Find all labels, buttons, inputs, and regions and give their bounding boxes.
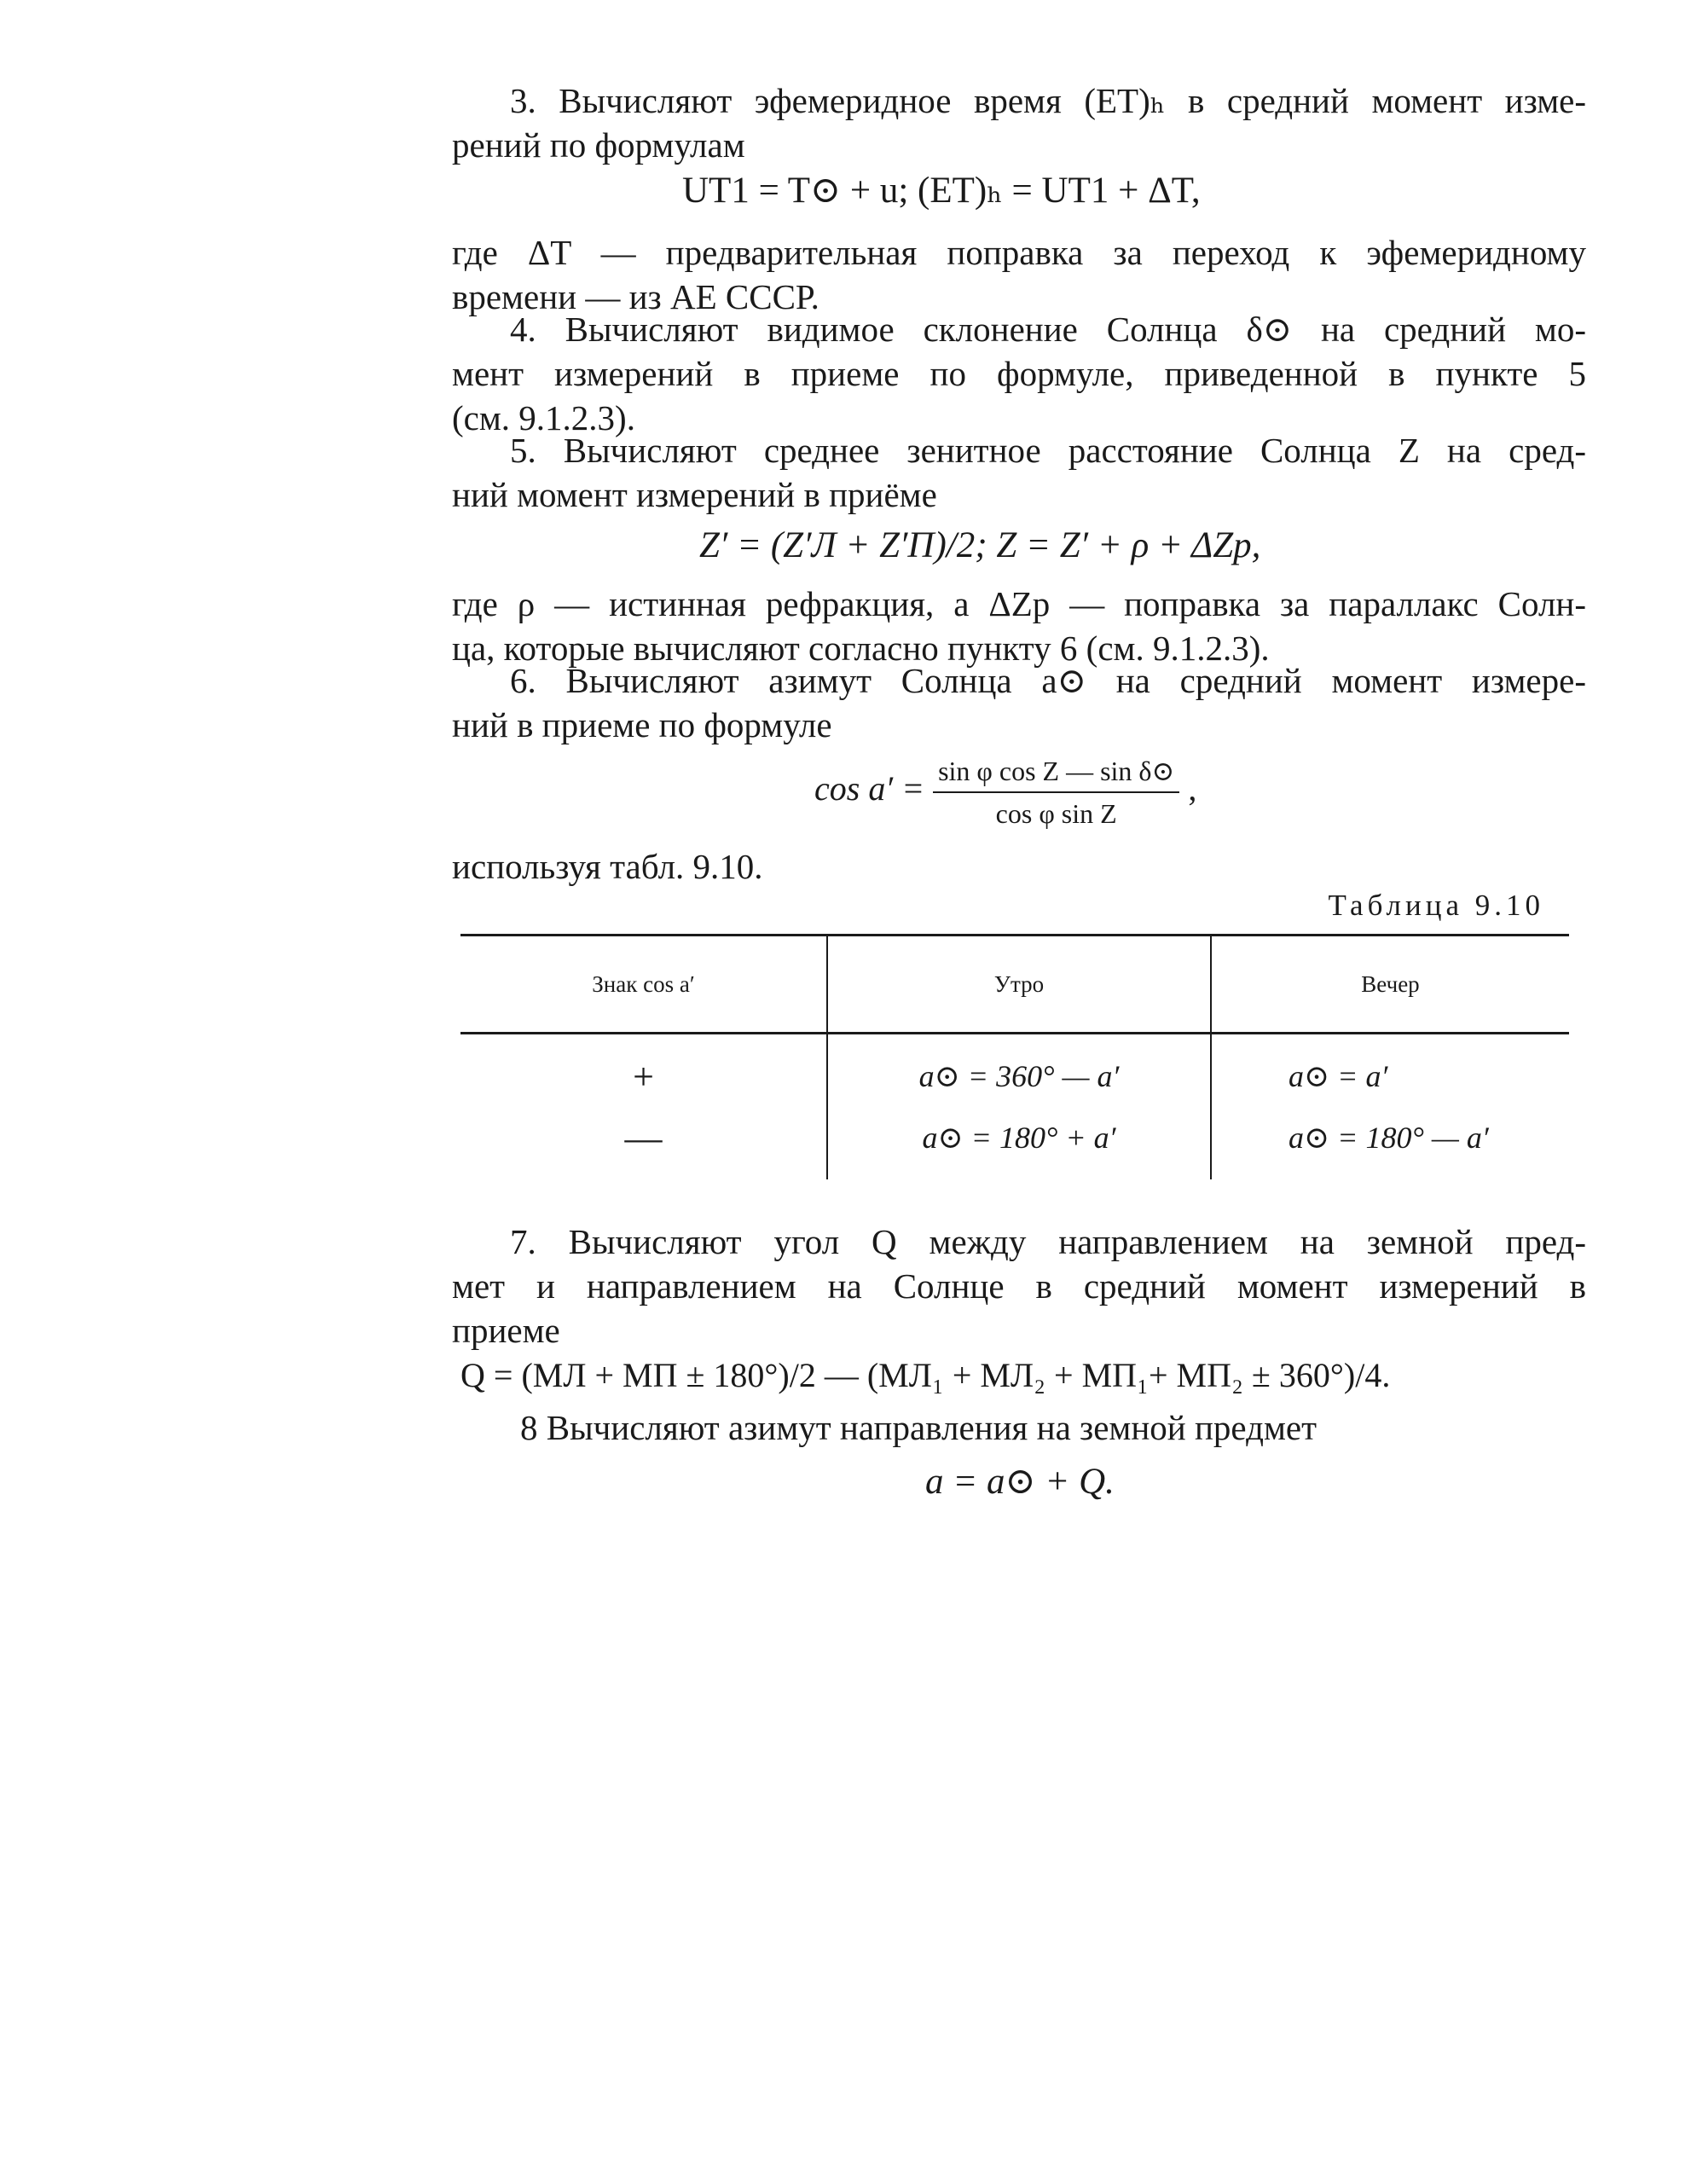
item-8-text: 8 Вычисляют азимут направления на земной предмет: [520, 1408, 1317, 1447]
table-cell-sign: +: [633, 1055, 654, 1098]
item-5-line-2: ний момент измерений в приёме: [452, 475, 937, 514]
table-header-row: [460, 936, 1569, 1034]
table-caption: Таблица 9.10: [1328, 889, 1544, 922]
item-6-formula-numerator: sin φ cos Z — sin δ⊙: [933, 754, 1179, 793]
item-6-line-2: ний в приеме по формуле: [452, 705, 832, 744]
item-6-formula-lhs: cos a′ =: [814, 769, 925, 808]
table-cell-morning: a⊙ = 180° + a′: [827, 1107, 1211, 1179]
item-5-note-line-1: где ρ — истинная рефракция, а ΔZp — поправка за параллакс Солн-: [452, 584, 1586, 623]
item-3-text: [452, 78, 1586, 167]
item-3-line-2: рений по формулам: [452, 125, 745, 165]
item-5-text: [452, 428, 1586, 517]
item-6-text: [452, 658, 1586, 747]
table-cell-evening: a⊙ = 180° — a′: [1211, 1107, 1569, 1179]
table-cell-morning: a⊙ = 360° — a′: [827, 1034, 1211, 1108]
item-4-text: [452, 307, 1586, 440]
item-6-formula-denominator: cos φ sin Z: [995, 797, 1117, 829]
item-3-note: [452, 230, 1586, 319]
item-7-line-2: мет и направлением на Солнце в средний момент измерений в: [452, 1266, 1586, 1306]
item-6-line-1: 6. Вычисляют азимут Солнца a⊙ на средний момент измере-: [510, 661, 1586, 700]
item-3-formula: UT1 = T⊙ + u; (ET)ₕ = UT1 + ΔT,: [682, 171, 1201, 211]
item-6-formula: [814, 750, 1196, 831]
sign-table: [460, 934, 1569, 1179]
table-header-evening: Вечер: [1211, 936, 1569, 1034]
item-4-line-2: мент измерений в приеме по формуле, приведенной в пункте 5: [452, 354, 1586, 393]
table-row: [460, 1034, 1569, 1108]
table-row: [460, 1107, 1569, 1179]
item-3-note-line-1: где ΔT — предварительная поправка за переход к эфемеридному: [452, 233, 1586, 272]
item-6-formula-tail: ,: [1188, 769, 1197, 808]
item-5-formula: Z′ = (Z′Л + Z′П)/2; Z = Z′ + ρ + ΔZp,: [699, 525, 1261, 565]
item-8-formula: a = a⊙ + Q.: [925, 1462, 1115, 1502]
item-5-note: [452, 582, 1586, 670]
item-3-line-1: 3. Вычисляют эфемеридное время (ET)ₕ в средний момент изме-: [510, 81, 1586, 120]
item-5-line-1: 5. Вычисляют среднее зенитное расстояние Солнца Z на сред-: [510, 431, 1586, 470]
item-7-line-3: приеме: [452, 1311, 560, 1350]
item-4-line-3: (см. 9.1.2.3).: [452, 398, 635, 437]
item-5-note-line-2: ца, которые вычисляют согласно пункту 6 (см. 9.1.2.3).: [452, 629, 1270, 668]
table-cell-evening: a⊙ = a′: [1211, 1034, 1569, 1108]
item-7-formula: Q = (МЛ + МП ± 180°)/2 — (МЛ₁ + МЛ₂ + МП₁+ МП₂ ± 360°)/4.: [460, 1356, 1391, 1394]
table-cell-sign: —: [624, 1116, 663, 1159]
item-4-line-1: 4. Вычисляют видимое склонение Солнца δ⊙ на средний мо-: [510, 310, 1586, 349]
item-3-note-line-2: времени — из АЕ СССР.: [452, 277, 819, 316]
item-6-after: используя табл. 9.10.: [452, 847, 763, 886]
item-7-text: [452, 1219, 1586, 1353]
table-header-morning: Утро: [827, 936, 1211, 1034]
table-header-sign: Знак cos a′: [460, 936, 827, 1034]
item-7-line-1: 7. Вычисляют угол Q между направлением на земной пред-: [510, 1222, 1586, 1261]
item-6-formula-fraction: [933, 754, 1179, 831]
